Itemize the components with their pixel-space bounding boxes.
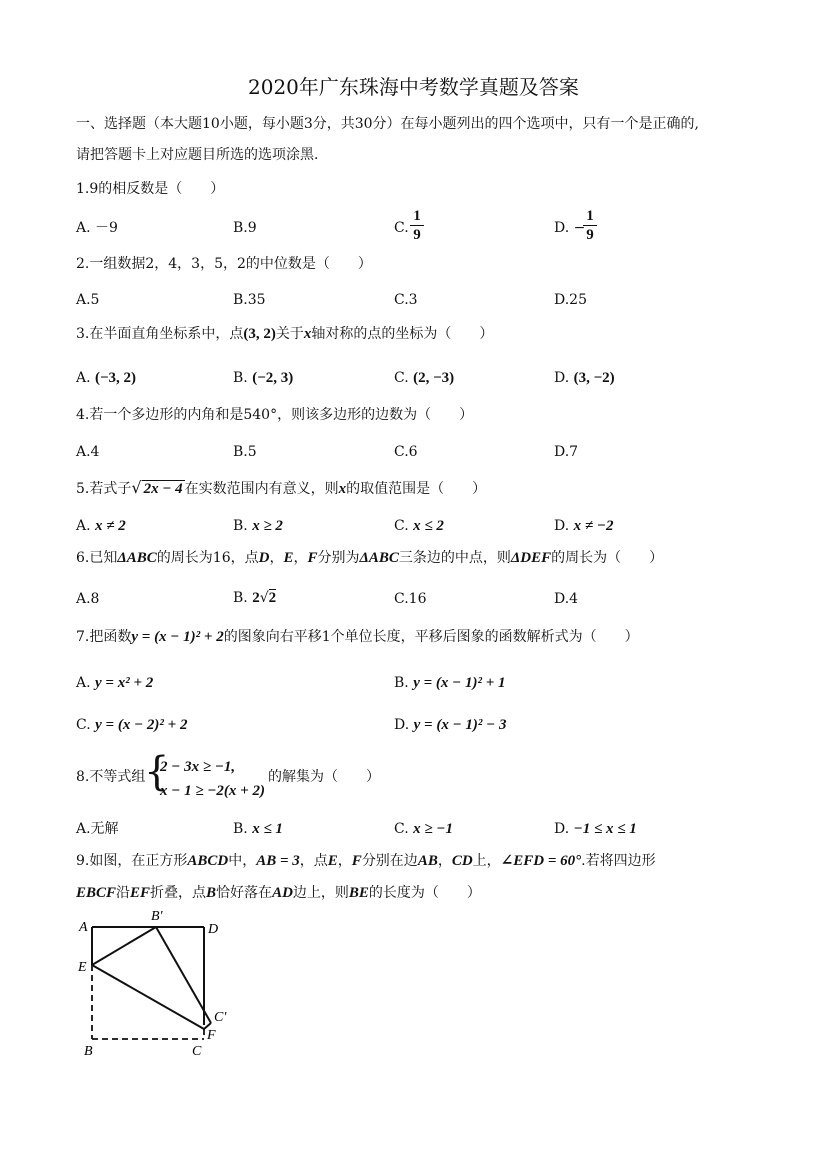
- q9-l2-e: 的长度为（ ）: [368, 885, 481, 901]
- q8-d-value: −1 ≤ x ≤ 1: [573, 821, 637, 837]
- q9-figure: [70, 905, 250, 1065]
- q9-ef: EF: [130, 885, 151, 901]
- q9-point-b: B: [206, 885, 217, 901]
- q9-l1-d: 分别在边: [361, 853, 418, 869]
- q6-stem-a: 的周长为16，点: [156, 550, 259, 566]
- edge-b-prime-c-prime: [156, 927, 211, 1023]
- q5-d-value: x ≠ −2: [573, 518, 614, 534]
- q2-stem: 2.一组数据2，4，3，5，2的中位数是（ ）: [76, 256, 372, 272]
- label-d: D: [208, 922, 219, 937]
- q3-stem-mid: 关于: [275, 326, 304, 342]
- q9-stem-line2: [76, 884, 481, 902]
- q3-stem: [76, 325, 493, 343]
- q5-d-label: D.: [554, 518, 570, 534]
- q5-stem-post: 的取值范围是（ ）: [346, 481, 487, 497]
- q3-point: (3, 2): [243, 326, 276, 342]
- q9-side-cd: CD: [451, 853, 473, 869]
- q6-point-d: D: [258, 550, 270, 566]
- q5-c-label: C.: [394, 518, 409, 534]
- q9-stem-line1: [76, 852, 656, 870]
- q1-option-b: B.9: [233, 220, 257, 236]
- section-instructions-line1: 一、选择题（本大题10小题，每小题3分，共30分）在每小题列出的四个选项中，只有一个是正确的,: [76, 116, 699, 132]
- q7-option-b: [394, 674, 506, 692]
- q6-triangle-abc-2: ΔABC: [359, 550, 399, 566]
- q9-l2-d: 边上，则: [292, 885, 349, 901]
- q3-option-d: [554, 369, 615, 387]
- q7-stem: [76, 628, 639, 646]
- q7-stem-pre: 7.把函数: [76, 629, 132, 645]
- q8-c-value: x ≥ −1: [413, 821, 453, 837]
- q6-option-b: [233, 589, 276, 607]
- q9-l1-pre: 9.如图，在正方形: [76, 853, 188, 869]
- q8-inequality-2: x − 1 ≥ −2(x + 2): [160, 783, 265, 799]
- q9-point-e: E: [327, 853, 338, 869]
- edge-eb-prime: [92, 927, 156, 965]
- q9-ab-length: AB = 3: [256, 853, 300, 869]
- q6-stem-pre: 6.已知: [76, 550, 118, 566]
- q1-option-c-fraction: [410, 208, 424, 243]
- q8-option-d: [554, 820, 637, 838]
- q3-option-a: [76, 369, 136, 387]
- q5-option-c: [394, 517, 444, 535]
- q1-stem: 1.9的相反数是（ ）: [76, 181, 225, 197]
- q9-l1-g: .若将四边形: [581, 853, 656, 869]
- q7-a-label: A.: [76, 675, 91, 691]
- brace-icon: {: [144, 749, 170, 795]
- q5-stem-mid: 在实数范围内有意义，则: [184, 481, 339, 497]
- q2-option-b: B.35: [233, 292, 266, 308]
- q1-option-d-label: D. −: [554, 220, 586, 236]
- label-b: B: [84, 1044, 93, 1059]
- q9-be: BE: [348, 885, 369, 901]
- q3-option-b: [233, 369, 293, 387]
- q4-option-a: A.4: [76, 444, 100, 460]
- q8-inequality-1: 2 − 3x ≥ −1,: [160, 759, 236, 775]
- q3-c-label: C.: [394, 370, 409, 386]
- q4-option-c: C.6: [394, 444, 418, 460]
- q3-a-value: (−3, 2): [95, 370, 137, 386]
- q6-sep1: ，: [269, 550, 284, 566]
- q1-c-numerator: 1: [413, 208, 421, 224]
- sqrt-icon: √: [131, 478, 142, 497]
- q1-option-c-label: C.: [394, 220, 409, 236]
- q7-a-value: y = x² + 2: [95, 675, 154, 691]
- q5-a-label: A.: [76, 518, 91, 534]
- q3-b-label: B.: [233, 370, 248, 386]
- q8-c-label: C.: [394, 821, 409, 837]
- label-f: F: [207, 1028, 216, 1043]
- q5-a-value: x ≠ 2: [95, 518, 126, 534]
- q6-b-radicand: 2: [268, 590, 277, 606]
- q3-d-label: D.: [554, 370, 570, 386]
- sqrt-icon: √: [259, 590, 269, 606]
- q4-stem: 4.若一个多边形的内角和是540°，则该多边形的边数为（ ）: [76, 407, 474, 423]
- q9-square: ABCD: [187, 853, 229, 869]
- q8-option-a: A.无解: [76, 821, 119, 837]
- q1-d-numerator: 1: [586, 208, 594, 224]
- q5-var: x: [338, 481, 347, 497]
- q7-option-d: [394, 716, 507, 734]
- q9-l1-c: ，: [337, 853, 352, 869]
- label-e: E: [78, 960, 87, 975]
- q9-point-f: F: [351, 853, 362, 869]
- q5-option-a: [76, 517, 126, 535]
- q7-c-value: y = (x − 2)² + 2: [95, 717, 188, 733]
- q8-stem-post: 的解集为（ ）: [268, 769, 380, 785]
- q8-stem-pre: 8.不等式组: [76, 769, 146, 785]
- q9-l1-f: 上，: [472, 853, 501, 869]
- label-c-prime: C': [214, 1010, 227, 1025]
- q3-d-value: (3, −2): [573, 370, 615, 386]
- q9-l2-b: 折叠，点: [150, 885, 207, 901]
- q9-l1-a: 中，: [228, 853, 257, 869]
- q1-d-denominator: 9: [586, 227, 594, 243]
- q3-stem-post: 轴对称的点的坐标为（ ）: [311, 326, 494, 342]
- q7-d-value: y = (x − 1)² − 3: [413, 717, 507, 733]
- q7-b-value: y = (x − 1)² + 1: [413, 675, 506, 691]
- q5-b-value: x ≥ 2: [252, 518, 283, 534]
- q6-b-coef: 2: [252, 590, 260, 606]
- q5-c-value: x ≤ 2: [413, 518, 444, 534]
- edge-ef: [92, 965, 204, 1029]
- q7-b-label: B.: [394, 675, 409, 691]
- q6-option-c: C.16: [394, 591, 427, 607]
- q6-point-e: E: [283, 550, 294, 566]
- q2-option-d: D.25: [554, 292, 587, 308]
- q6-b-label: B.: [233, 590, 248, 606]
- q7-option-c: [76, 716, 187, 734]
- q9-side-ab: AB: [417, 853, 438, 869]
- q5-radicand: 2x − 4: [143, 481, 183, 497]
- q4-option-d: D.7: [554, 444, 579, 460]
- q6-triangle-def: ΔDEF: [510, 550, 552, 566]
- q6-stem: [76, 549, 663, 567]
- q7-stem-post: 的图象向右平移1个单位长度，平移后图象的函数解析式为（ ）: [223, 629, 639, 645]
- q5-b-label: B.: [233, 518, 248, 534]
- q3-a-label: A.: [76, 370, 91, 386]
- section-instructions-line2: 请把答题卡上对应题目所选的选项涂黑.: [76, 147, 319, 163]
- q1-c-denominator: 9: [413, 227, 421, 243]
- q3-c-value: (2, −3): [413, 370, 455, 386]
- q9-angle: ∠EFD = 60°: [500, 853, 582, 869]
- q6-triangle-abc: ΔABC: [117, 550, 157, 566]
- q5-option-d: [554, 517, 613, 535]
- q6-point-f: F: [307, 550, 318, 566]
- q6-sep2: ，: [293, 550, 308, 566]
- q5-stem: [76, 479, 486, 498]
- q9-l1-e: ，: [437, 853, 452, 869]
- q7-option-a: [76, 674, 153, 692]
- q2-option-c: C.3: [394, 292, 418, 308]
- q5-stem-pre: 5.若式子: [76, 481, 132, 497]
- q8-option-b: [233, 820, 283, 838]
- q4-option-b: B.5: [233, 444, 257, 460]
- q9-quad: EBCF: [76, 885, 117, 901]
- q9-l2-c: 恰好落在: [216, 885, 273, 901]
- label-a: A: [79, 920, 88, 935]
- q3-stem-pre: 3.在半面直角坐标系中，点: [76, 326, 244, 342]
- q6-stem-c: 三条边的中点，则: [398, 550, 511, 566]
- q7-c-label: C.: [76, 717, 91, 733]
- label-c: C: [192, 1044, 202, 1059]
- q3-var: x: [303, 326, 312, 342]
- page-title: 2020年广东珠海中考数学真题及答案: [248, 75, 579, 99]
- q6-option-a: A.8: [76, 591, 100, 607]
- q7-d-label: D.: [394, 717, 410, 733]
- q9-l2-a: 沿: [116, 885, 131, 901]
- q6-option-d: D.4: [554, 591, 579, 607]
- q5-option-b: [233, 517, 283, 535]
- q8-b-label: B.: [233, 821, 248, 837]
- q8-option-c: [394, 820, 453, 838]
- q3-b-value: (−2, 3): [252, 370, 294, 386]
- q7-function: y = (x − 1)² + 2: [131, 629, 224, 645]
- q2-option-a: A.5: [76, 292, 100, 308]
- q9-side-ad: AD: [272, 885, 293, 901]
- q3-option-c: [394, 369, 454, 387]
- label-b-prime: B': [151, 909, 163, 924]
- q8-d-label: D.: [554, 821, 570, 837]
- q6-stem-b: 分别为: [317, 550, 360, 566]
- q8-b-value: x ≤ 1: [252, 821, 283, 837]
- q1-option-a: A. －9: [76, 220, 118, 236]
- q1-option-d-fraction: [583, 208, 597, 243]
- q9-l1-b: ，点: [299, 853, 328, 869]
- q6-stem-d: 的周长为（ ）: [551, 550, 664, 566]
